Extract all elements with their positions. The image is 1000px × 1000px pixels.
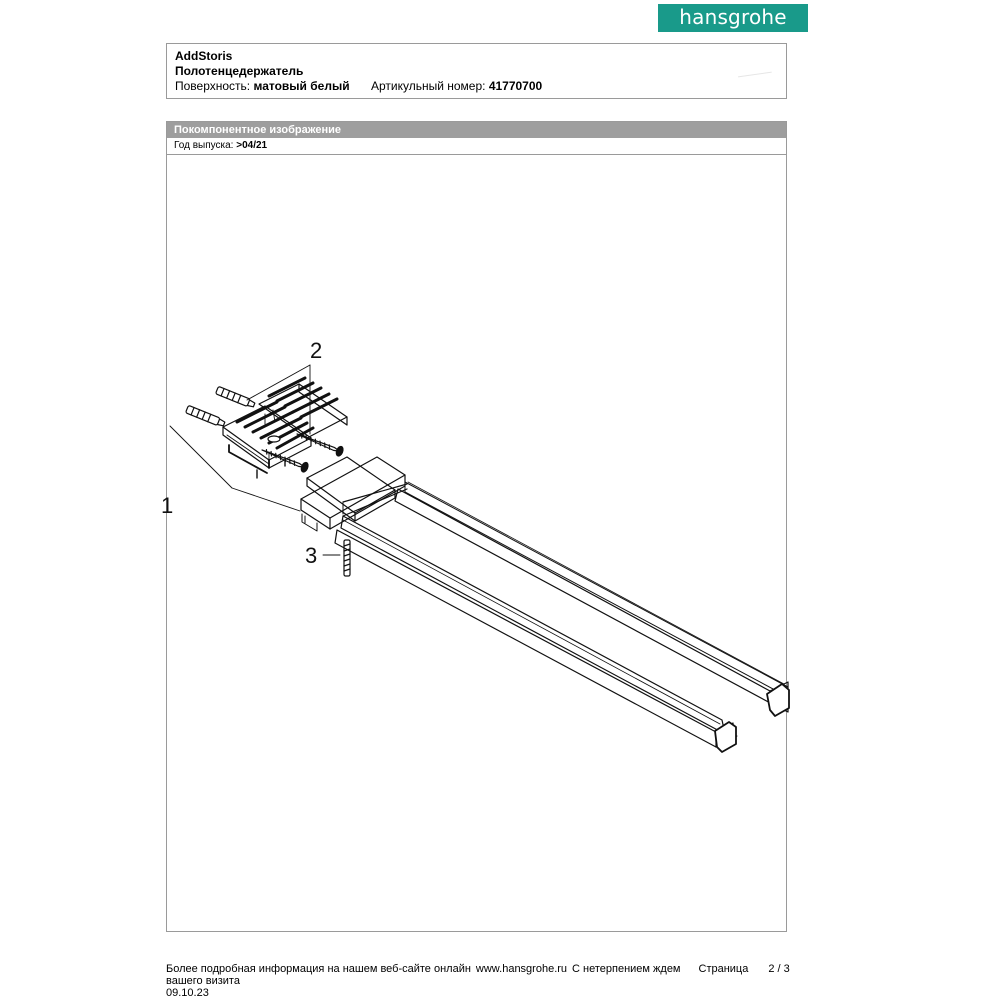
footer-row-tagline (166, 975, 806, 987)
footer-tagline-2: вашего визита (166, 975, 240, 987)
exploded-view-panel (161, 121, 787, 932)
section-title: Покомпонентное изображение (167, 122, 786, 138)
towel-rail (301, 457, 789, 752)
grub-screw (344, 540, 350, 576)
footer-row-date (166, 987, 806, 999)
footer-row-main (166, 963, 806, 975)
callout-2: 2 (310, 338, 323, 363)
website-link[interactable]: www.hansgrohe.ru (475, 963, 568, 975)
release-label: Год выпуска: (174, 140, 234, 151)
product-attributes (175, 79, 786, 94)
callout-3: 3 (305, 543, 318, 568)
release-value: >04/21 (236, 140, 268, 151)
product-type: Полотенцедержатель (175, 64, 304, 78)
surface-label: Поверхность: (175, 79, 251, 93)
footer-tagline-1: С нетерпением ждем (572, 963, 681, 975)
wall-plug-lower (186, 405, 226, 427)
wall-plug-upper (216, 386, 256, 408)
callout-1: 1 (161, 493, 174, 518)
exploded-drawing (161, 122, 786, 931)
hansgrohe-logo: hansgrohe (658, 4, 808, 32)
product-info-box (166, 43, 787, 99)
page-label: Страница (698, 963, 749, 975)
page-number: 2 / 3 (768, 963, 790, 975)
surface-value: матовый белый (253, 79, 350, 93)
footer-date: 09.10.23 (166, 987, 209, 999)
sku-value: 41770700 (488, 79, 543, 93)
page-footer (166, 963, 806, 999)
sku-label: Артикульный номер: (370, 79, 486, 93)
footer-info-text: Более подробная информация на нашем веб-сайте онлайн (166, 963, 471, 975)
callout-leaders (170, 365, 340, 555)
product-series: AddStoris (175, 49, 233, 63)
